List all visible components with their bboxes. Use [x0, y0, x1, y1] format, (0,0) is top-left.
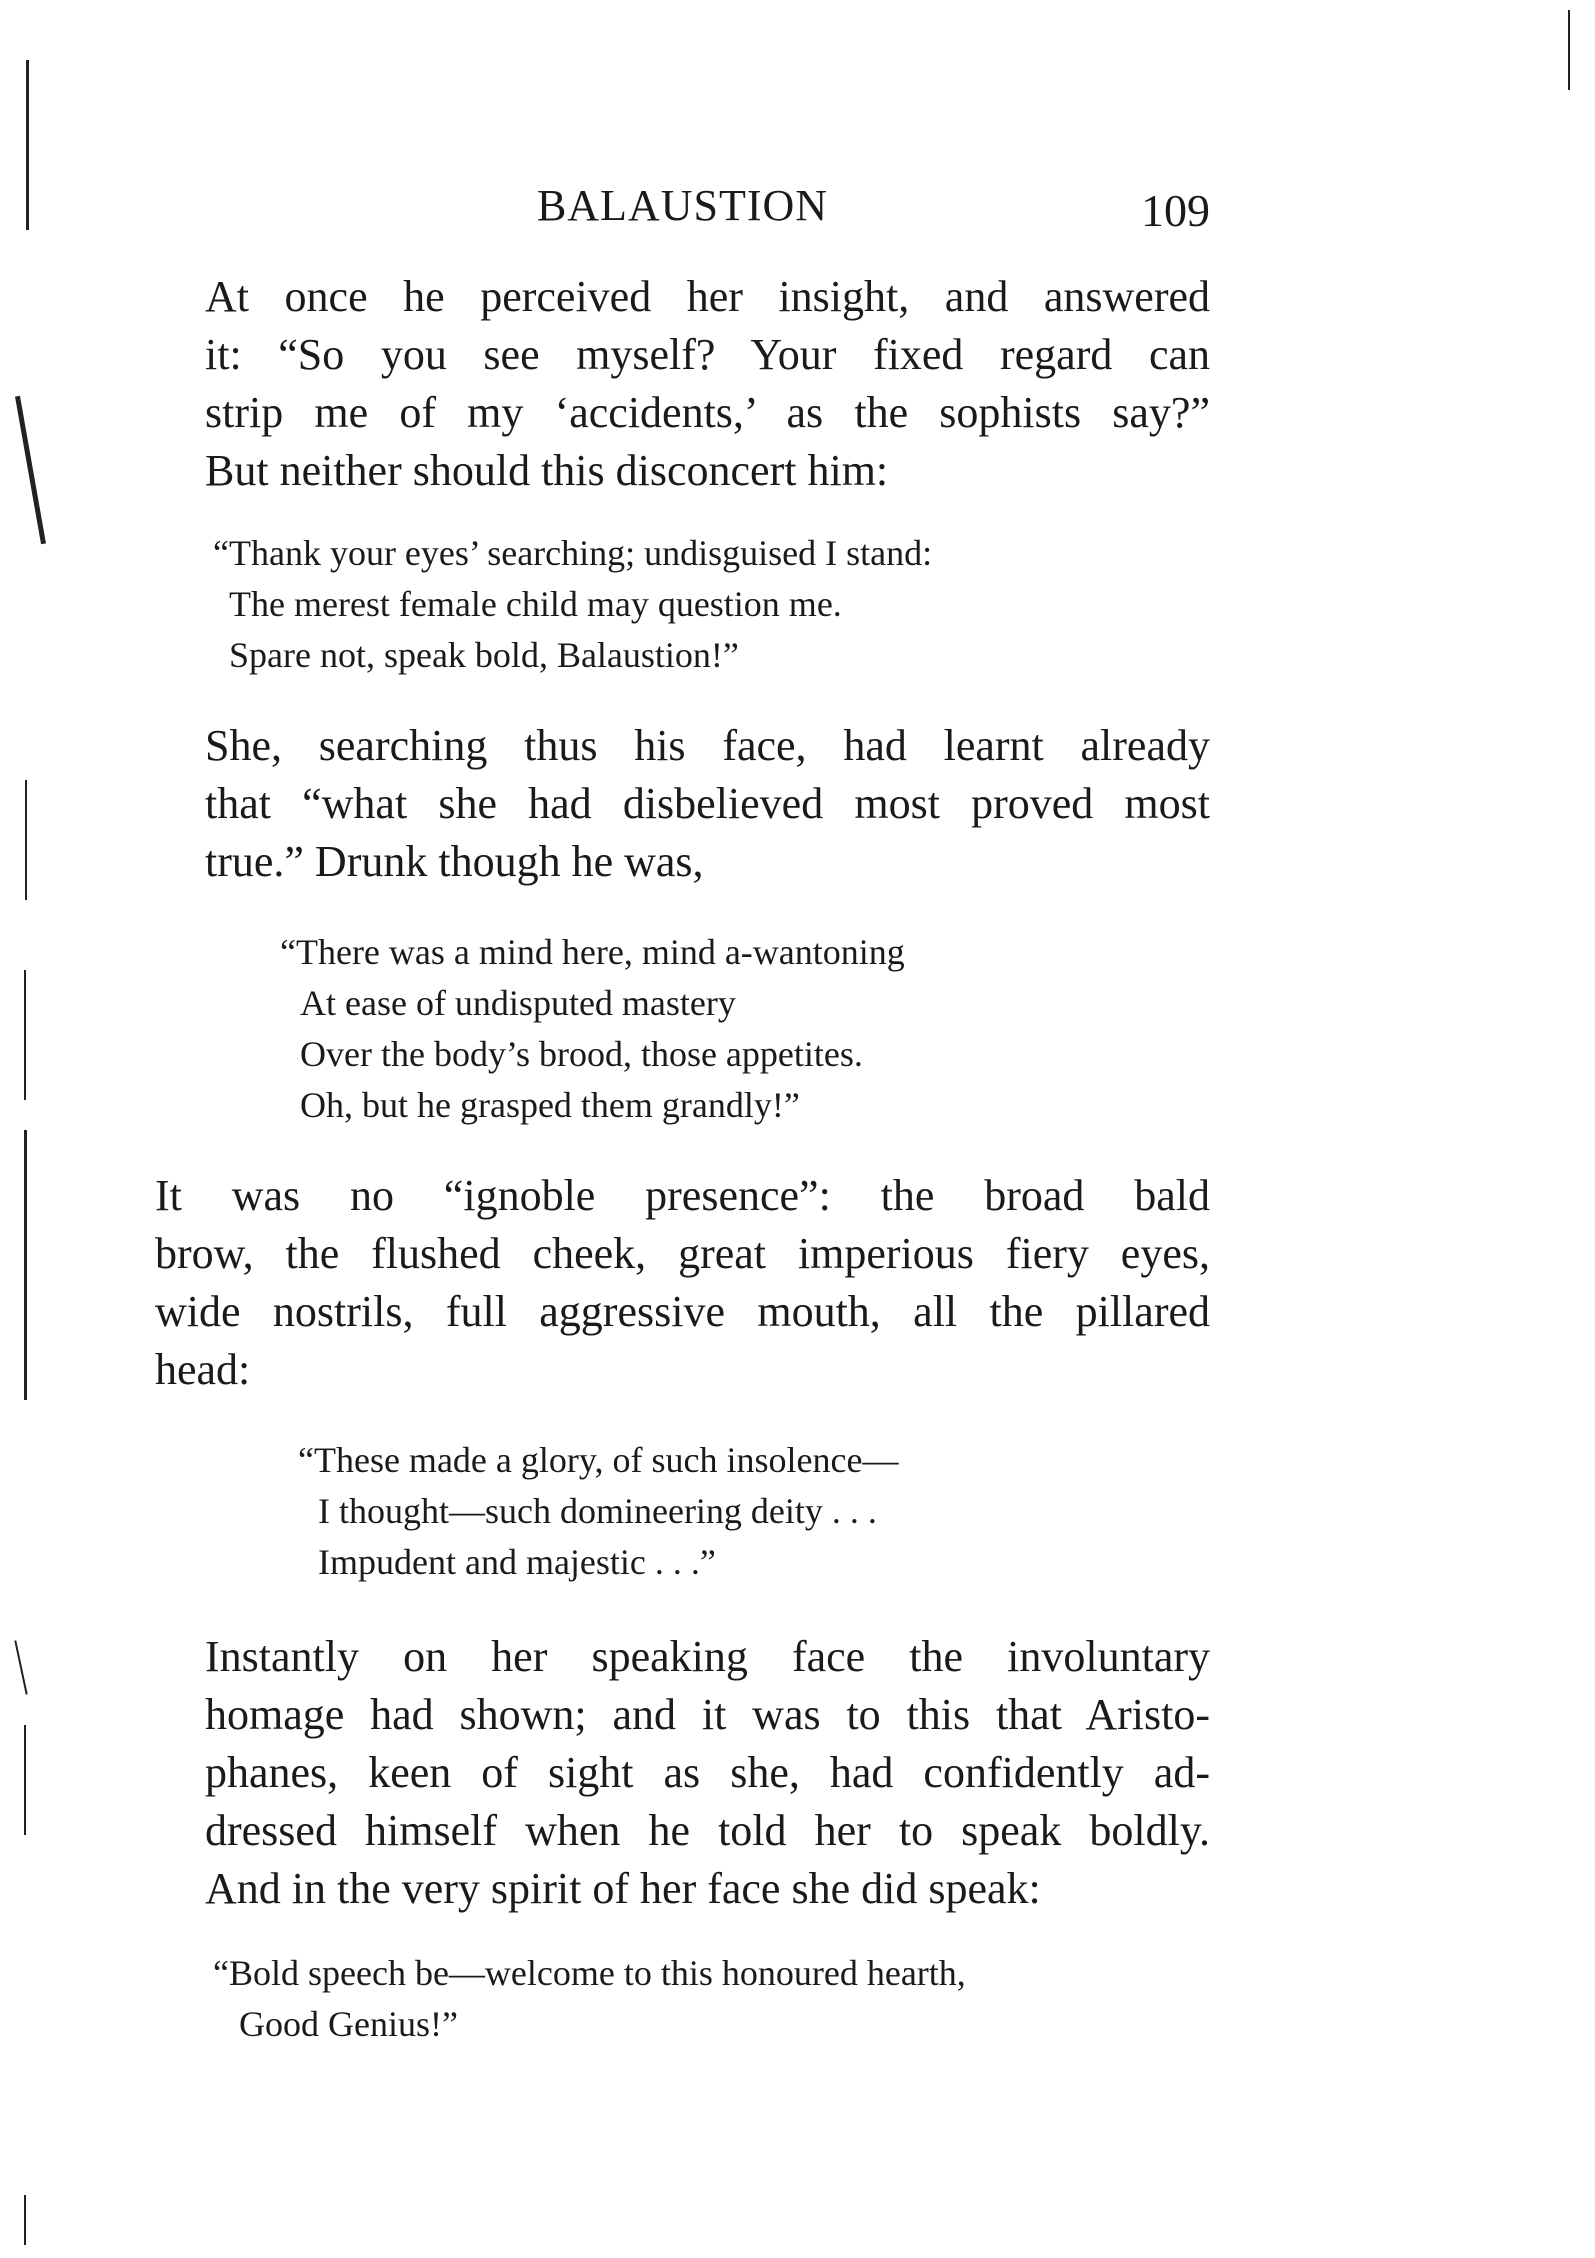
text-line: phanes, keen of sight as she, had confidently ad-	[205, 1748, 1210, 1797]
verse-quote-2	[280, 927, 1210, 1131]
scan-edge-mark	[15, 396, 46, 545]
scan-edge-mark	[1568, 10, 1570, 90]
text-line: Instantly on her speaking face the involuntary	[205, 1632, 1210, 1681]
scan-edge-mark	[24, 1270, 27, 1400]
verse-line: At ease of undisputed mastery	[300, 983, 736, 1023]
text-line: that “what she had disbelieved most proved most	[205, 779, 1210, 828]
paragraph-1	[155, 268, 1210, 500]
text-line: But neither should this disconcert him:	[205, 446, 889, 495]
verse-line: Impudent and majestic . . .”	[318, 1542, 716, 1582]
text-line: And in the very spirit of her face she did speak:	[205, 1864, 1041, 1913]
verse-line: “There was a mind here, mind a-wantoning	[280, 932, 905, 972]
text-line: it: “So you see myself? Your fixed regard can	[205, 330, 1210, 379]
running-title: BALAUSTION	[536, 181, 829, 230]
text-line: At once he perceived her insight, and answered	[205, 272, 1210, 321]
verse-line: The merest female child may question me.	[229, 584, 842, 624]
verse-quote-4	[213, 1948, 1210, 2050]
body-text	[155, 268, 1210, 2050]
verse-line: Good Genius!”	[239, 2004, 458, 2044]
text-line: She, searching thus his face, had learnt already	[205, 721, 1210, 770]
text-line: strip me of my ‘accidents,’ as the sophists say?”	[205, 388, 1210, 437]
verse-line: Spare not, speak bold, Balaustion!”	[229, 635, 739, 675]
text-line: homage had shown; and it was to this that Aristo-	[205, 1690, 1210, 1739]
scan-edge-mark	[24, 2195, 26, 2245]
page-number: 109	[1141, 185, 1210, 236]
scan-edge-mark	[24, 970, 26, 1100]
scan-edge-mark	[14, 1640, 27, 1694]
paragraph-2	[155, 717, 1210, 891]
verse-quote-1	[213, 528, 1210, 681]
text-line: dressed himself when he told her to speak boldly.	[205, 1806, 1210, 1855]
text-line: wide nostrils, full aggressive mouth, all the pillared	[155, 1287, 1210, 1336]
paragraph-4	[155, 1628, 1210, 1918]
verse-line: “These made a glory, of such insolence—	[298, 1440, 899, 1480]
verse-line: “Thank your eyes’ searching; undisguised I stand:	[213, 533, 933, 573]
verse-line: Over the body’s brood, those appetites.	[300, 1034, 863, 1074]
verse-line: “Bold speech be—welcome to this honoured hearth,	[213, 1953, 966, 1993]
scan-edge-mark	[24, 1725, 26, 1835]
running-head	[155, 180, 1210, 240]
verse-line: Oh, but he grasped them grandly!”	[300, 1085, 800, 1125]
paragraph-3	[155, 1167, 1210, 1399]
text-line: It was no “ignoble presence”: the broad bald	[155, 1171, 1210, 1220]
scan-edge-mark	[26, 60, 29, 230]
text-line: head:	[155, 1345, 251, 1394]
verse-line: I thought—such domineering deity . . .	[318, 1491, 877, 1531]
text-line: true.” Drunk though he was,	[205, 837, 704, 886]
text-line: brow, the flushed cheek, great imperious fiery eyes,	[155, 1229, 1210, 1278]
scan-edge-mark	[25, 780, 27, 900]
verse-quote-3	[298, 1435, 1210, 1588]
